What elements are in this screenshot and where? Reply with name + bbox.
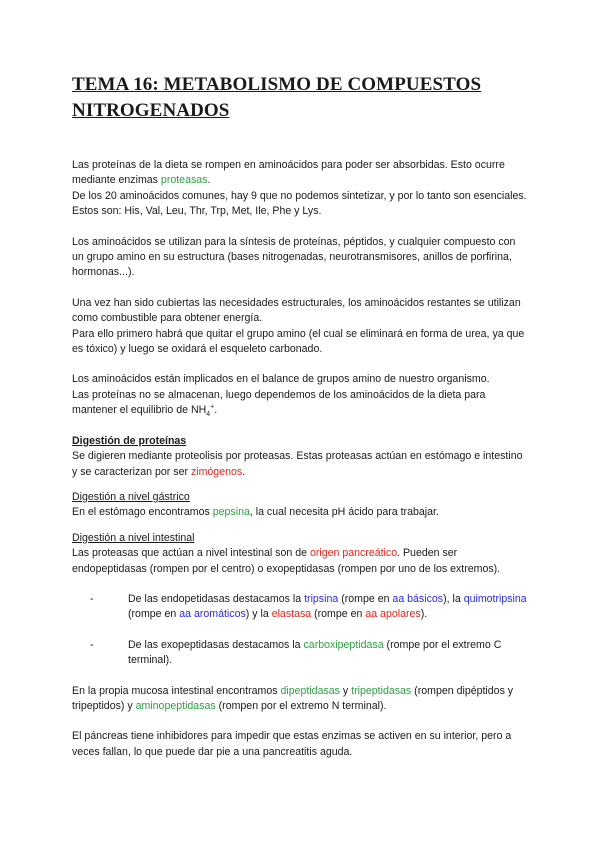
dash-bullet: - (90, 592, 94, 605)
peptidase-list (72, 592, 530, 669)
mucosa-paragraph: En la propia mucosa intestinal encontramos dipeptidasas y tripeptidasas (rompen dipéptidos y tripeptidos) y aminopeptidasas (rompen por el extremo N terminal). (72, 684, 514, 712)
gastric-paragraph: En el estómago encontramos pepsina, la cual necesita pH ácido para trabajar. (72, 506, 439, 519)
pancreas-paragraph: El páncreas tiene inhibidores para impedir que estas enzimas se activen en su interior, pero a veces fallan, lo que puede dar pie a una pancreatitis aguda. (72, 730, 512, 758)
list-item-endopeptidases: - De las endopetidasas destacamos la tripsina (rompe en aa básicos), la quimotripsina (rompe en aa aromáticos) y la elastasa (rompe en aa apolares). (90, 592, 527, 621)
intro-paragraph-5: Para ello primero habrá que quitar el grupo amino (el cual se eliminará en forma de urea, ya que es tóxico) y luego se oxidará el esqueleto carbonado. (72, 327, 525, 356)
intro-paragraph-4: Una vez han sido cubiertas las necesidades estructurales, los aminoácidos restantes se utilizan como combustible para obtener energía. (72, 296, 521, 325)
intestinal-paragraph: Las proteasas que actúan a nivel intestinal son de origen pancreático. Pueden ser endopeptidasas (rompen por el centro) o exopeptidasas (rompen por uno de los extremos). (72, 547, 501, 575)
list-item-exopeptidases: - De las exopeptidasas destacamos la carboxipeptidasa (rompe por el extremo C terminal). (90, 638, 502, 667)
dash-bullet: - (90, 638, 94, 651)
highlight-proteasas: proteasas (160, 174, 208, 187)
intro-paragraph-2: De los 20 aminoácidos comunes, hay 9 que no podemos sintetizar, y por lo tanto son esenciales. Estos son: His, Val, Leu, Thr, Trp, Met, Ile, Phe y Lys. (72, 189, 527, 218)
highlight-pepsina: pepsina (212, 506, 250, 519)
title-line-1: TEMA 16: METABOLISMO DE COMPUESTOS (72, 74, 482, 95)
highlight-zimogenos: zimógenos (190, 465, 243, 478)
highlight-origen-pancreatico: origen pancreático (309, 547, 398, 560)
intro-paragraph-1: Las proteínas de la dieta se rompen en aminoácidos para poder ser absorbidas. Esto ocurre mediante enzimas proteasas. (72, 159, 505, 187)
intro-paragraph-6: Los aminoácidos están implicados en el balance de grupos amino de nuestro organismo. (72, 373, 490, 386)
title-line-2: NITROGENADOS (72, 100, 230, 121)
intro-paragraph-3: Los aminoácidos se utilizan para la síntesis de proteínas, péptidos, y cualquier compuesto con un grupo amino en su estructura (bases nitrogenadas, neurotransmisores, anillos de porfirina, hormonas...). (72, 235, 516, 279)
subheading-intestinal: Digestión a nivel intestinal (72, 531, 195, 544)
section-heading-digestion: Digestión de proteínas (72, 434, 187, 447)
subheading-gastric: Digestión a nivel gástrico (72, 490, 190, 503)
page-title (72, 72, 530, 124)
digestion-paragraph: Se digieren mediante proteolisis por proteasas. Estas proteasas actúan en estómago e intestino y se caracterizan por ser zimógenos. (72, 450, 523, 478)
intro-paragraph-7: Las proteínas no se almacenan, luego dependemos de los aminoácidos de la dieta para mantener el equilibrio de $NH_4^+$. (72, 388, 486, 419)
document-page (72, 72, 530, 760)
